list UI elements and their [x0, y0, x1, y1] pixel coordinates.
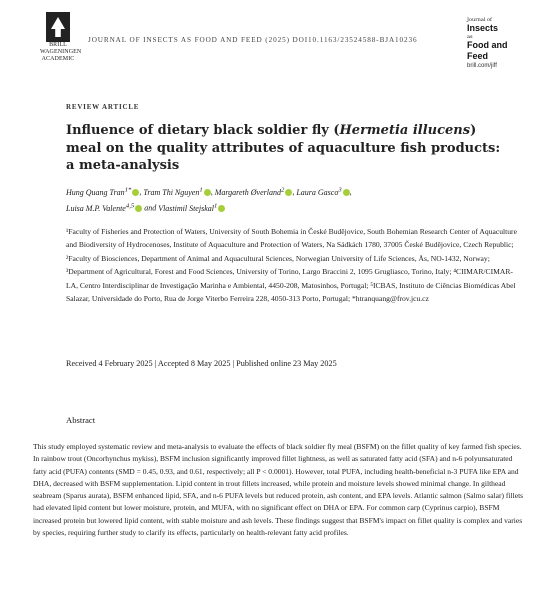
title-post: ) meal on the quality attributes of aquaculture fish products: a meta-analysis [66, 123, 501, 173]
publisher-logo [40, 12, 82, 63]
orcid-icon[interactable] [285, 189, 292, 196]
author[interactable]: Margareth Øverland$^2$ [215, 188, 293, 197]
article-type: REVIEW ARTICLE [66, 103, 140, 111]
journal-logo [467, 17, 527, 69]
title-italic: Hermetia illucens [339, 123, 471, 138]
author[interactable]: Laura Gasco$^3$ [296, 188, 349, 197]
journal-logo-small: Journal of [467, 17, 492, 23]
author[interactable]: Luisa M.P. Valente$^{4,5}$ [66, 204, 142, 213]
journal-logo-line3: Food and Feed [467, 40, 508, 61]
title-pre: Influence of dietary black soldier fly ( [66, 123, 340, 138]
abstract-heading: Abstract [66, 415, 96, 425]
journal-header: JOURNAL OF INSECTS AS FOOD AND FEED (2025) DOI10.1163/23524588-BJA10236 [88, 36, 418, 44]
tree-logo-icon [46, 12, 70, 42]
journal-logo-line2: as [467, 34, 473, 40]
abstract-body: This study employed systematic review and meta-analysis to evaluate the effects of black soldier fly meal (BSFM) on the fillet quality of key farmed fish species. In rainbow trout (Oncorhynchus mykiss), BSFM inclusion significantly improved fillet lightness, as well as saturated fatty acid (SFA) and n-6 polyunsaturated fatty acid (PUFA) contents (SMD = 0.45, 0.93, and 0.61, respectively; all P < 0.0001). However, total PUFA, including health-beneficial n-3 PUFA like EPA and DHA, decreased with BSFM supplementation. Lipid content in trout fillets increased, while protein and moisture levels showed minimal change. In gilthead seabream (Sparus aurata), BSFM enhanced lipid, SFA, and n-6 PUFA levels but reduced protein, ash content, and EPA levels. Atlantic salmon (Salmo salar) fillets had elevated lipid content but lower moisture, protein, and MUFA, with no significant effect on DHA or EPA. For common carp (Cyprinus carpio), BSFM increased protein but lowered lipid content, with stable moisture and ash levels. These findings suggest that BSFM's impact on fillet quality is complex and varies by species, requiring further study to clarify its effects, particularly on health-relevant fatty acid profiles. [33, 442, 524, 538]
author[interactable]: Tram Thi Nguyen$^1$ [143, 188, 210, 197]
author[interactable]: Hung Quang Tran$^{1*}$ [66, 188, 139, 197]
affiliations: ¹Faculty of Fisheries and Protection of Waters, University of South Bohemia in České Budějovice, South Bohemian Research Center of Aquaculture and Biodiversity of Hydrocenoses, Institute of Aquaculture and Protection of Waters, Na Sádkách 1780, 37005 České Budějovice, Czech Republic; ²Faculty of Biosciences, Department of Animal and Aquacultural Sciences, Norwegian University of Life Sciences, Ås, NO-1432, Norway; ³Department of Agricultural, Forest and Food Sciences, University of Torino, Largo Braccini 2, 1095 Grugliasco, Torino, Italy; ⁴CIIMAR/CIMAR-LA, Centro Interdisciplinar de Investigação Marinha e Ambiental, 4450-208, Matosinhos, Portugal; ⁵ICBAS, Instituto de Ciências Biomédicas Abel Salazar, Universidade do Porto, Rua de Jorge Viterbo Ferreira 228, 4050-313 Porto, Portugal; *htranquang@frov.jcu.cz [66, 227, 517, 304]
orcid-icon[interactable] [343, 189, 350, 196]
journal-url-link[interactable]: brill.com/jiff [467, 63, 497, 69]
journal-logo-line1: Insects [467, 23, 499, 33]
brand-line-brill: BRILL [49, 42, 67, 48]
article-dates: Received 4 February 2025 | Accepted 8 May 2025 | Published online 23 May 2025 [66, 359, 337, 368]
brand-line-academic: ACADEMIC [41, 56, 75, 62]
orcid-icon[interactable] [135, 205, 142, 212]
article-title [66, 122, 506, 175]
orcid-icon[interactable] [218, 205, 225, 212]
brand-line-wageningen: WAGENINGEN [40, 49, 82, 55]
author[interactable]: Vlastimil Stejskal$^1$ [158, 204, 225, 213]
author-list: Hung Quang Tran$^{1*}$ , Tram Thi Nguyen$^1$ , Margareth Øverland$^2$ , Laura Gasco$^3$ , Luisa M.P. Valente$^{4,5}$ and Vlastimil Stejskal$^1$ [66, 186, 352, 213]
orcid-icon[interactable] [132, 189, 139, 196]
orcid-icon[interactable] [204, 189, 211, 196]
